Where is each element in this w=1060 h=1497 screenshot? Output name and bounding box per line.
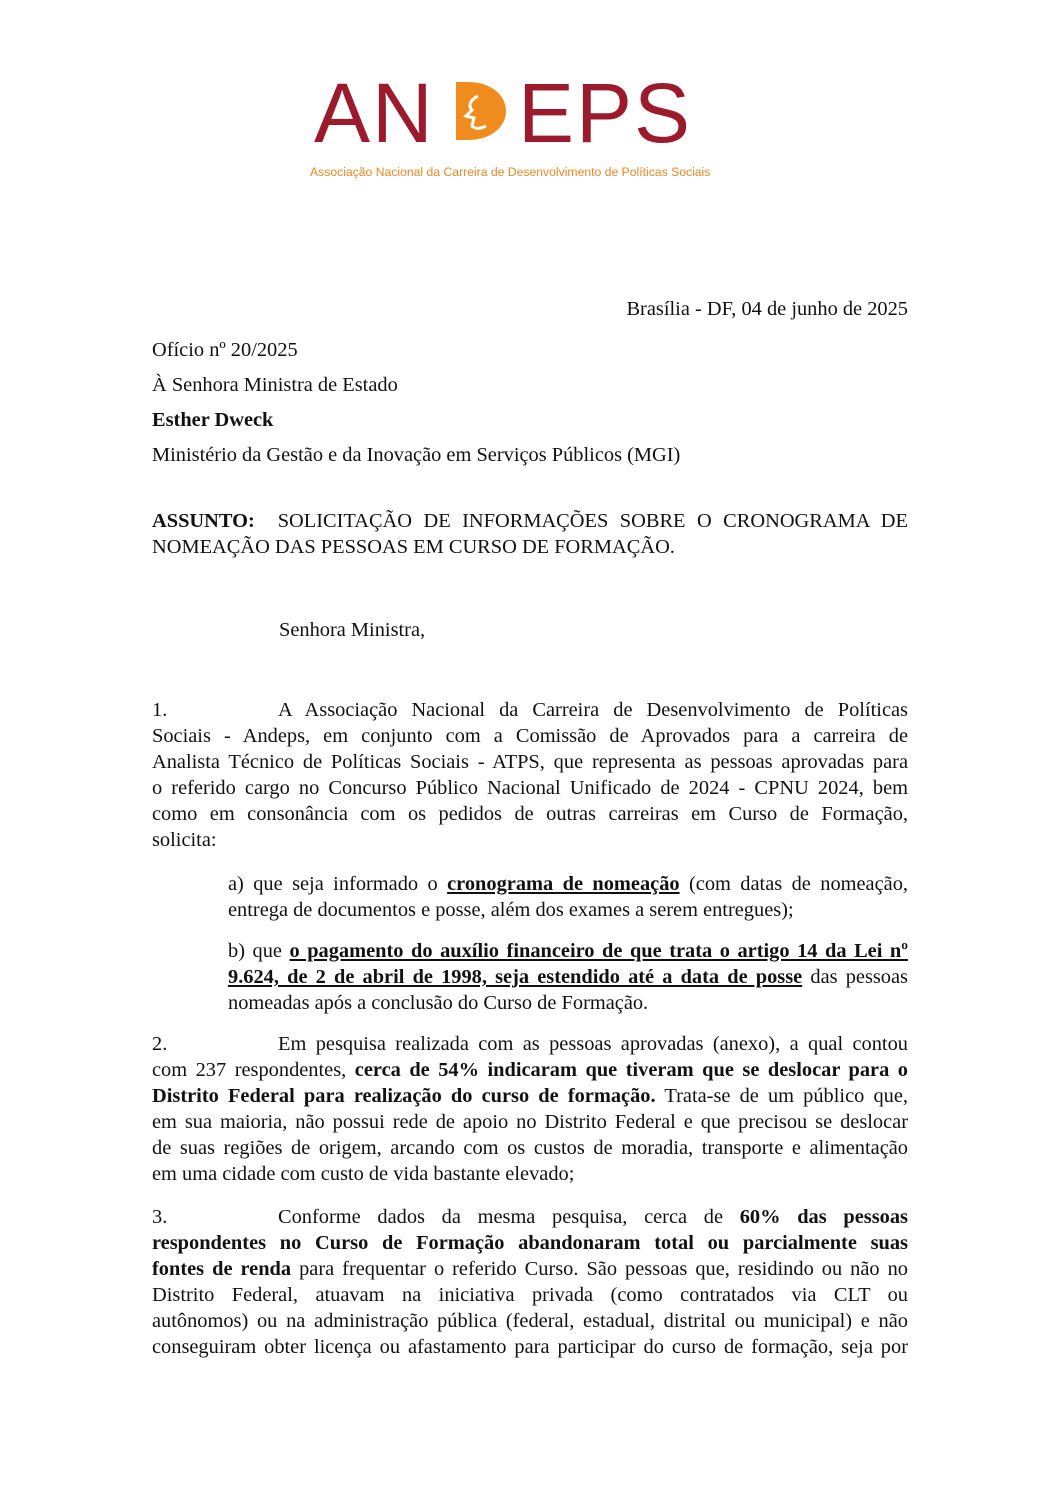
item-b-emphasis: 9.624, de 2 de abril de 1998, seja estendido até a data de posse <box>228 966 803 988</box>
paragraph-2-line: com 237 respondentes, cerca de 54% indicaram que tiveram que se deslocar para o <box>152 1059 908 1081</box>
item-a-emphasis: cronograma de nomeação <box>447 873 680 895</box>
paragraph-3-line: respondentes no Curso de Formação abandonaram total ou parcialmente suas <box>152 1232 908 1254</box>
paragraph-2-line: Distrito Federal para realização do curso de formação. Trata-se de um público que, <box>152 1085 909 1107</box>
greeting: Senhora Ministra, <box>279 619 426 641</box>
paragraph-1-line: solicita: <box>152 829 217 851</box>
logo-tagline: Associação Nacional da Carreira de Desenvolvimento de Políticas Sociais <box>310 165 711 179</box>
item-a-line-1: a) que seja informado o cronograma de nomeação (com datas de nomeação, <box>228 873 908 895</box>
item-b-emphasis: o pagamento do auxílio financeiro de que trata o artigo 14 da Lei nº <box>289 940 908 962</box>
paragraph-3-line: 3. Conforme dados da mesma pesquisa, cerca de 60% das pessoas <box>152 1206 908 1228</box>
logo-face-accent <box>456 82 506 140</box>
subject-line-2: NOMEAÇÃO DAS PESSOAS EM CURSO DE FORMAÇÃO. <box>152 536 675 558</box>
paragraph-2-line: em sua maioria, não possui rede de apoio no Distrito Federal e que precisou se deslocar <box>152 1111 908 1133</box>
paragraph-3-line: Distrito Federal, atuavam na iniciativa privada (como contratados via CLT ou <box>152 1284 908 1306</box>
item-b-line-2: 9.624, de 2 de abril de 1998, seja estendido até a data de posse das pessoas <box>228 966 908 988</box>
paragraph-1-line: 1. A Associação Nacional da Carreira de Desenvolvimento de Políticas <box>152 699 908 721</box>
paragraph-1-line: como em consonância com os pedidos de outras carreiras em Curso de Formação, <box>152 803 908 825</box>
paragraph-3-line: fontes de renda para frequentar o referido Curso. São pessoas que, residindo ou não no <box>152 1258 908 1280</box>
recipient-ministry: Ministério da Gestão e da Inovação em Serviços Públicos (MGI) <box>152 444 681 466</box>
recipient-name: Esther Dweck <box>152 409 274 431</box>
subject-label: ASSUNTO: <box>152 510 255 532</box>
paragraph-number: 1. <box>152 699 168 721</box>
item-a-line-2: entrega de documentos e posse, além dos exames a serem entregues); <box>228 899 794 921</box>
place-date: Brasília - DF, 04 de junho de 2025 <box>626 298 908 320</box>
paragraph-number: 2. <box>152 1033 168 1055</box>
paragraph-2-line: 2. Em pesquisa realizada com as pessoas aprovadas (anexo), a qual contou <box>152 1033 908 1055</box>
andeps-logo <box>306 76 726 186</box>
subject-line-1: ASSUNTO: SOLICITAÇÃO DE INFORMAÇÕES SOBRE O CRONOGRAMA DE <box>152 510 908 532</box>
paragraph-3-line: conseguiram obter licença ou afastamento para participar do curso de formação, seja por <box>152 1336 908 1358</box>
office-number: Ofício nº 20/2025 <box>152 339 298 361</box>
logo-wordmark-left: AN <box>314 76 435 160</box>
paragraph-3-line: autônomos) ou na administração pública (federal, estadual, distrital ou municipal) e não <box>152 1310 908 1332</box>
paragraph-1-line: Analista Técnico de Políticas Sociais - ATPS, que representa as pessoas aprovadas para <box>152 751 908 773</box>
paragraph-1-line: o referido cargo no Concurso Público Nacional Unificado de 2024 - CPNU 2024, bem <box>152 777 908 799</box>
paragraph-number: 3. <box>152 1206 168 1228</box>
paragraph-2-line: em uma cidade com custo de vida bastante elevado; <box>152 1163 575 1185</box>
paragraph-2-line: de suas regiões de origem, arcando com os custos de moradia, transporte e alimentação <box>152 1137 908 1159</box>
paragraph-1-line: Sociais - Andeps, em conjunto com a Comissão de Aprovados para a carreira de <box>152 725 908 747</box>
andeps-logo-graphic <box>306 76 726 186</box>
item-b-line-3: nomeadas após a conclusão do Curso de Formação. <box>228 992 649 1014</box>
item-b-line-1: b) que o pagamento do auxílio financeiro de que trata o artigo 14 da Lei nº <box>228 940 908 962</box>
logo-wordmark-right: EPS <box>518 76 693 160</box>
recipient-salutation: À Senhora Ministra de Estado <box>152 374 398 396</box>
